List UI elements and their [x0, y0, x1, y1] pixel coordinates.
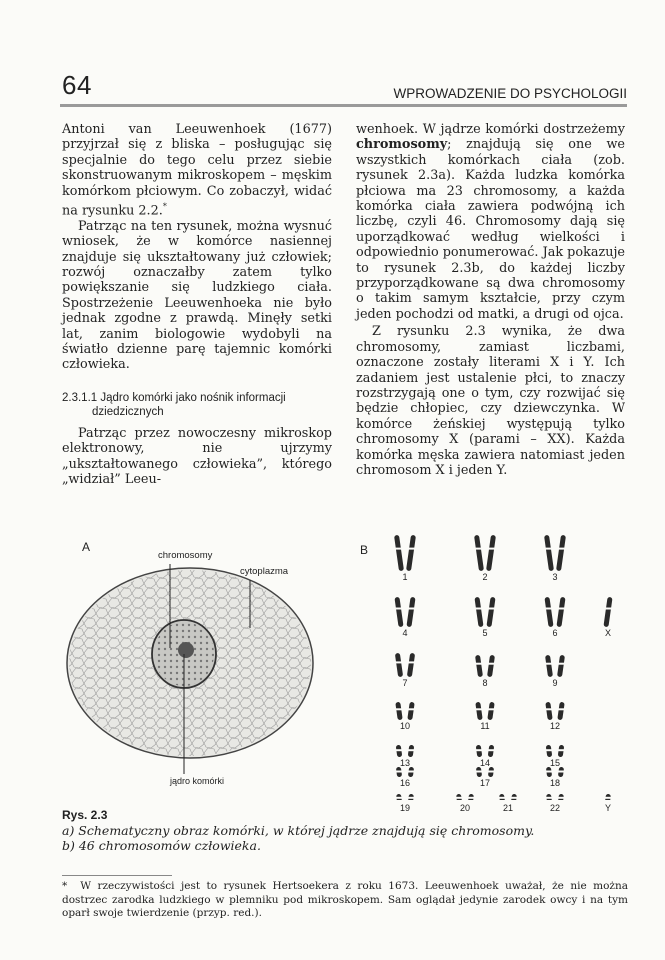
nucleolus — [178, 642, 194, 658]
karyotype-number: 10 — [399, 721, 410, 731]
centromere — [558, 797, 565, 799]
footnote-marker: * — [162, 202, 167, 212]
centromere — [488, 749, 495, 751]
karyotype-number: 18 — [549, 778, 560, 788]
paragraph: Antoni van Leeuwenhoek (1677) przyjrzał się z bliska – posługując się specjalnie do tego celu przez siebie skonstruowanym mikroskopem – męskim komórkom płciowym. Co zobaczył, widać na rysunku 2.2.* — [62, 122, 332, 219]
centromere — [546, 771, 553, 773]
centromere — [488, 608, 495, 610]
chromosome-5 — [474, 597, 483, 627]
chromosome-10 — [407, 702, 414, 721]
figure-a-cell — [60, 538, 345, 793]
chromosome-10 — [395, 702, 402, 721]
karyotype-number: 5 — [482, 628, 488, 638]
chromosome-11 — [487, 702, 494, 721]
chromosome-3 — [544, 535, 554, 571]
centromere — [546, 663, 553, 665]
centromere — [488, 771, 495, 773]
centromere — [408, 608, 415, 610]
caption-line-a: a) Schematyczny obraz komórki, w której jądrze znajdują się chromosomy. — [62, 823, 535, 838]
footnote-rule — [62, 875, 172, 876]
chromosome-9 — [545, 655, 553, 677]
chromosome-4 — [394, 597, 403, 627]
left-column — [62, 122, 332, 487]
caption-line-b: b) 46 chromosomów człowieka. — [62, 838, 261, 853]
karyotype-number: 4 — [402, 628, 408, 638]
centromere — [511, 797, 518, 799]
centromere — [408, 548, 415, 550]
centromere — [408, 661, 415, 663]
chromosome-1 — [406, 535, 416, 571]
centromere — [476, 548, 483, 550]
chromosome-9 — [557, 655, 565, 677]
centromere — [396, 749, 403, 751]
centromere — [408, 708, 415, 710]
karyotype-number: 21 — [502, 803, 513, 813]
figure-b-karyotype — [360, 535, 625, 813]
centromere — [488, 548, 495, 550]
centromere — [558, 749, 565, 751]
centromere — [476, 608, 483, 610]
cell-diagram — [60, 538, 345, 793]
centromere — [546, 608, 553, 610]
chromosome-6 — [556, 597, 565, 627]
karyotype-number: 14 — [479, 758, 490, 768]
label-nucleus: jądro komórki — [170, 776, 225, 786]
paragraph: Z rysunku 2.3 wynika, że dwa chromosomy, zamiast liczbami, oznaczone zostały literami X i Y. Ich zadaniem jest ustalenie płci, to znaczy rozstrzygają one o tym, czy rozwijać się będzie chłopiec, czy dziewczynka. W komórce żeńskiej występują tylko chromosomy X (parami – XX). Każda komórka męska zawiera natomiast jeden chromosom X i jeden Y. — [356, 324, 625, 478]
caption-title: Rys. 2.3 — [62, 808, 108, 822]
running-head: WPROWADZENIE DO PSYCHOLOGII — [393, 86, 627, 101]
centromere — [546, 797, 553, 799]
chromosome-4 — [406, 597, 415, 627]
karyotype-number: 6 — [552, 628, 558, 638]
karyotype-number: 19 — [399, 803, 410, 813]
centromere — [396, 797, 403, 799]
karyotype-number: 16 — [399, 778, 410, 788]
chromosome-7 — [407, 653, 415, 677]
centromere — [488, 663, 495, 665]
karyotype-number: 8 — [482, 678, 488, 688]
section-title-cont: dziedzicznych — [92, 405, 164, 418]
footnote: * W rzeczywistości jest to rysunek Hertsoekera z roku 1673. Leeuwenhoek uważał, że nie można dostrzec zarodka ludzkiego w plemniku pod mikroskopem. Sam oglądał jedynie zarodek owcy i na tym oparł swoje twierdzenie (przyp. red.). — [62, 880, 628, 919]
chromosome-8 — [487, 655, 495, 677]
chromosome-6 — [544, 597, 553, 627]
centromere — [476, 663, 483, 665]
chromosome-3 — [556, 535, 566, 571]
karyotype-number: 9 — [552, 678, 558, 688]
karyotype-number: 3 — [552, 572, 558, 582]
karyotype-number: 2 — [482, 572, 488, 582]
centromere — [558, 771, 565, 773]
centromere — [408, 749, 415, 751]
chromosome-12 — [557, 702, 564, 721]
karyotype-number: 13 — [399, 758, 410, 768]
figure-b-label: B — [360, 543, 369, 557]
centromere — [468, 797, 475, 799]
karyotype-number: 12 — [549, 721, 560, 731]
karyotype-number: 20 — [459, 803, 470, 813]
figure-a-label: A — [82, 540, 91, 554]
chromosome-7 — [395, 653, 403, 677]
karyotype-number: 11 — [480, 721, 490, 731]
centromere — [476, 771, 483, 773]
centromere — [456, 797, 463, 799]
centromere — [408, 797, 415, 799]
centromere — [546, 749, 553, 751]
centromere — [396, 608, 403, 610]
centromere — [546, 708, 553, 710]
chromosome-1 — [394, 535, 404, 571]
section-title: Jądro komórki jako nośnik informacji — [100, 391, 286, 404]
centromere — [396, 771, 403, 773]
chromosome-11 — [475, 702, 482, 721]
page-number: 64 — [62, 70, 92, 100]
centromere — [558, 708, 565, 710]
right-column — [356, 122, 625, 478]
centromere — [476, 749, 483, 751]
centromere — [488, 708, 495, 710]
paragraph: Patrząc przez nowoczesny mikroskop elektronowy, nie ujrzymy „ukształtowanego człowieka”, którego „widział” Leeu- — [62, 425, 332, 487]
chromosome-2 — [474, 535, 484, 571]
paragraph: wenhoek. W jądrze komórki dostrzeżemy chromosomy; znajdują się one we wszystkich komórkach ciała (zob. rysunek 2.3a). Każda ludzka komórka płciowa ma 23 chromosomy, a każda komórka ciała zawiera podwójną ich liczbę, czyli 46. Chromosomy dają się uporządkować według wielkości i odpowiednio ponumerować. Jak pokazuje to rysunek 2.3b, do każdej liczby przyporządkowane są dwa chromosomy o takim samym kształcie, przy czym jeden pochodzi od matki, a drugi od ojca. — [356, 122, 625, 322]
paragraph: Patrząc na ten rysunek, można wysnuć wniosek, że w komórce nasiennej znajduje się ukształtowany już człowiek; rozwój oznaczałby zatem tylko powiększanie się ludzkiego ciała. Spostrzeżenie Leeuwenhoeka nie było jednak zgodne z prawdą. Minęły setki lat, zanim biologowie wydobyli na światło dzienne parę tajemnic komórki człowieka. — [62, 218, 332, 373]
centromere — [546, 548, 553, 550]
chromosome-2 — [486, 535, 496, 571]
centromere — [499, 797, 506, 799]
centromere — [558, 608, 565, 610]
centromere — [408, 771, 415, 773]
chromosome-X — [603, 597, 612, 627]
centromere — [558, 548, 565, 550]
karyotype-number: 15 — [549, 758, 560, 768]
centromere — [396, 661, 403, 663]
chromosome-5 — [486, 597, 495, 627]
karyotype-number: Y — [604, 803, 611, 813]
header-rule — [60, 104, 627, 107]
centromere — [396, 548, 403, 550]
karyotype-number: 17 — [479, 778, 490, 788]
figure-caption — [62, 808, 632, 853]
centromere — [396, 708, 403, 710]
centromere — [605, 608, 612, 610]
chromosome-8 — [475, 655, 483, 677]
karyotype-number: 7 — [402, 678, 408, 688]
label-cytoplazma: cytoplazma — [240, 566, 289, 577]
section-number: 2.3.1.1 — [62, 391, 98, 404]
karyotype-number: X — [604, 628, 611, 638]
centromere — [558, 663, 565, 665]
centromere — [476, 708, 483, 710]
karyotype-number: 1 — [402, 572, 408, 582]
chromosome-12 — [545, 702, 552, 721]
karyotype-number: 22 — [549, 803, 560, 813]
label-chromosomy: chromosomy — [158, 550, 213, 561]
centromere — [605, 797, 612, 799]
term-chromosomy: chromosomy — [356, 137, 448, 153]
section-heading — [62, 391, 332, 419]
